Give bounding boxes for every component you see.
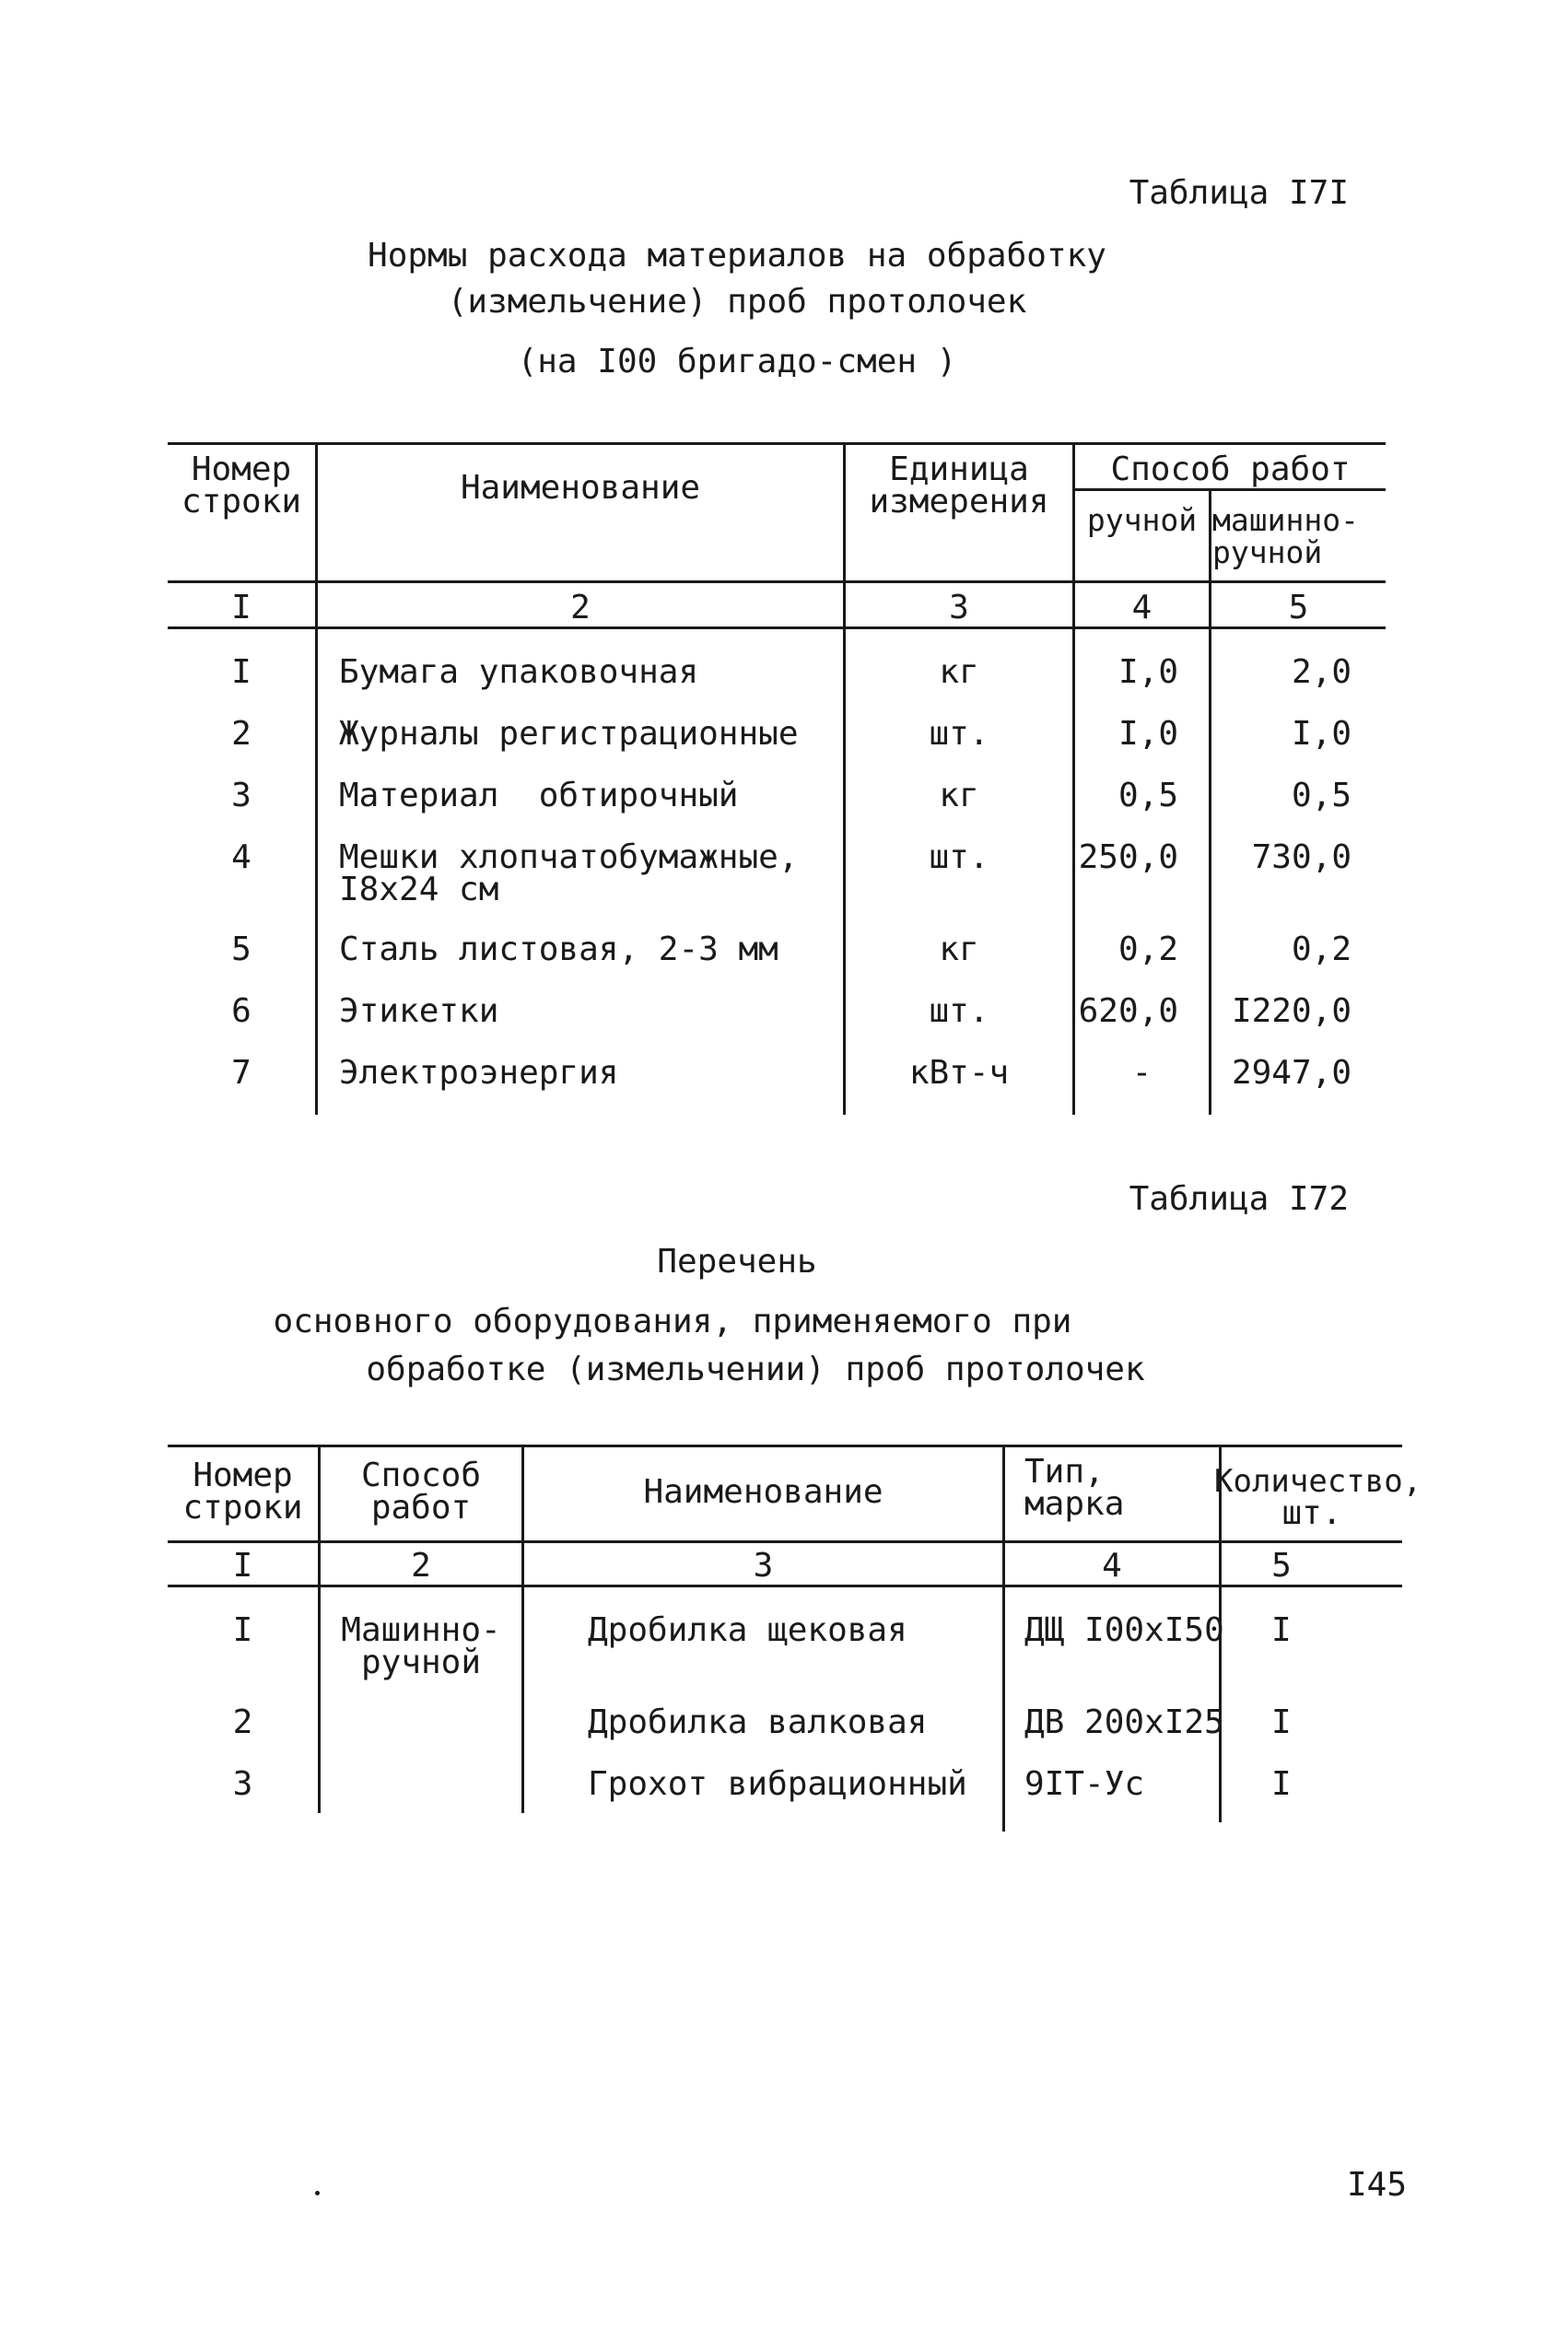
table-172-header-method-2: работ xyxy=(370,1489,472,1527)
row-unit: кг xyxy=(939,653,979,691)
table-171-colnum-5: 5 xyxy=(1288,589,1309,626)
row-unit: кВт-ч xyxy=(908,1054,1010,1092)
table-171-colnum-4: 4 xyxy=(1131,589,1153,626)
row-number: 2 xyxy=(232,1703,253,1741)
row-number: 6 xyxy=(231,992,252,1030)
row-number: 2 xyxy=(231,715,252,753)
row-name: Сталь листовая, 2-3 мм xyxy=(339,930,778,968)
row-name: Материал обтирочный xyxy=(339,777,739,814)
table-171-top-rule xyxy=(168,442,1386,445)
row-manual-value: 250,0 xyxy=(1078,838,1178,876)
row-manual-value: I,0 xyxy=(1117,715,1178,753)
table-172-title-line2: основного оборудования, применяемого при xyxy=(273,1303,1072,1340)
table-171-header-unit-2: измерения xyxy=(869,483,1049,521)
table-172-col-divider-3 xyxy=(1002,1445,1005,1832)
row-type: ДЩ I00xI50 xyxy=(1024,1611,1224,1649)
row-manual-value: 0,5 xyxy=(1117,777,1178,814)
table-171-title-line2: (измельчение) проб протолочек xyxy=(447,283,1027,321)
row-machine-value: 0,5 xyxy=(1291,777,1352,814)
row-name: Дробилка щековая xyxy=(588,1611,907,1649)
row-name-line2: I8x24 см xyxy=(339,871,499,908)
table-171-header-rule xyxy=(168,580,1386,583)
table-172-header-method-1: Способ xyxy=(360,1457,482,1494)
row-quantity: I xyxy=(1271,1611,1292,1649)
row-unit: кг xyxy=(939,930,979,968)
table-171-header-manual: ручной xyxy=(1086,502,1198,538)
row-name: Бумага упаковочная xyxy=(339,653,699,691)
row-number: 5 xyxy=(231,930,252,968)
table-171-colnum-2: 2 xyxy=(570,589,591,626)
table-172-title-line1: Перечень xyxy=(657,1243,817,1281)
row-unit: шт. xyxy=(929,715,989,753)
row-manual-value: 620,0 xyxy=(1078,992,1178,1030)
row-machine-value: I,0 xyxy=(1291,715,1352,753)
row-number: 7 xyxy=(231,1054,252,1092)
table-171-colnum-rule xyxy=(168,626,1386,629)
row-unit: шт. xyxy=(929,992,989,1030)
table-171-header-rownum-1: Номер xyxy=(191,451,292,488)
row-name: Грохот вибрационный xyxy=(588,1765,967,1803)
row-machine-value: 730,0 xyxy=(1251,838,1352,876)
row-type: 9IТ-Ус xyxy=(1024,1765,1145,1803)
row-manual-value: - xyxy=(1131,1054,1153,1092)
row-name: Электроэнергия xyxy=(339,1054,619,1092)
row-unit: шт. xyxy=(929,838,989,876)
table-172-method-value-2: ручной xyxy=(360,1644,482,1681)
table-171-header-name: Наименование xyxy=(460,469,701,507)
row-machine-value: 0,2 xyxy=(1291,930,1352,968)
table-171-colnum-3: 3 xyxy=(949,589,969,626)
row-quantity: I xyxy=(1271,1765,1292,1803)
table-172-colnum-4: 4 xyxy=(1102,1547,1122,1585)
table-171-colnum-1: I xyxy=(231,589,252,626)
table-172-header-rownum-1: Номер xyxy=(193,1457,293,1494)
row-machine-value: 2,0 xyxy=(1291,653,1352,691)
row-name: Дробилка валковая xyxy=(588,1703,928,1741)
row-type: ДВ 200xI25 xyxy=(1024,1703,1224,1741)
table-171-header-method: Способ работ xyxy=(1110,451,1351,488)
row-unit: кг xyxy=(939,777,979,814)
row-number: 3 xyxy=(232,1765,253,1803)
table-172-header-name: Наименование xyxy=(643,1473,883,1511)
table-172-header-rownum-2: строки xyxy=(182,1489,303,1527)
table-171-header-unit-1: Единица xyxy=(889,451,1029,488)
row-name: Журналы регистрационные xyxy=(339,715,799,753)
table-172-header-rule xyxy=(168,1540,1402,1543)
table-171-label: Таблица I7I xyxy=(1129,174,1349,212)
row-machine-value: I220,0 xyxy=(1231,992,1352,1030)
table-172-header-type-1: Тип, xyxy=(1024,1453,1105,1491)
table-172-header-qty-2: шт. xyxy=(1281,1494,1342,1532)
row-number: I xyxy=(232,1611,253,1649)
table-172-header-qty-1: Количество, xyxy=(1214,1463,1422,1500)
row-manual-value: I,0 xyxy=(1117,653,1178,691)
table-172-colnum-3: 3 xyxy=(753,1547,774,1585)
table-171-header-rownum-2: строки xyxy=(181,483,302,521)
table-172-title-line3: обработке (измельчении) проб протолочек xyxy=(366,1351,1145,1388)
table-172-top-rule xyxy=(168,1445,1402,1447)
row-name: Этикетки xyxy=(339,992,499,1030)
table-172-colnum-1: I xyxy=(232,1547,253,1585)
table-172-colnum-rule xyxy=(168,1585,1402,1587)
row-machine-value: 2947,0 xyxy=(1231,1054,1352,1092)
row-number: I xyxy=(231,653,252,691)
table-172-label: Таблица I72 xyxy=(1129,1180,1349,1218)
table-172-colnum-2: 2 xyxy=(411,1547,431,1585)
table-171-subtitle: (на I00 бригадо-смен ) xyxy=(517,343,957,380)
row-number: 4 xyxy=(231,838,252,876)
row-number: 3 xyxy=(231,777,252,814)
stray-mark xyxy=(315,2191,320,2195)
page-number: I45 xyxy=(1347,2166,1408,2204)
table-171-col-divider-1 xyxy=(315,442,318,1115)
table-171-title-line1: Нормы расхода материалов на обработку xyxy=(368,237,1106,275)
row-manual-value: 0,2 xyxy=(1117,930,1178,968)
row-quantity: I xyxy=(1271,1703,1292,1741)
table-171-header-machine-1: машинно- xyxy=(1212,502,1359,538)
table-172-method-value-1: Машинно- xyxy=(341,1611,501,1649)
table-171-header-machine-2: ручной xyxy=(1212,534,1323,570)
row-name: Мешки хлопчатобумажные, xyxy=(339,838,799,876)
table-172-header-type-2: марка xyxy=(1024,1485,1125,1523)
table-172-colnum-5: 5 xyxy=(1271,1547,1292,1585)
table-171-method-rule xyxy=(1072,488,1386,491)
